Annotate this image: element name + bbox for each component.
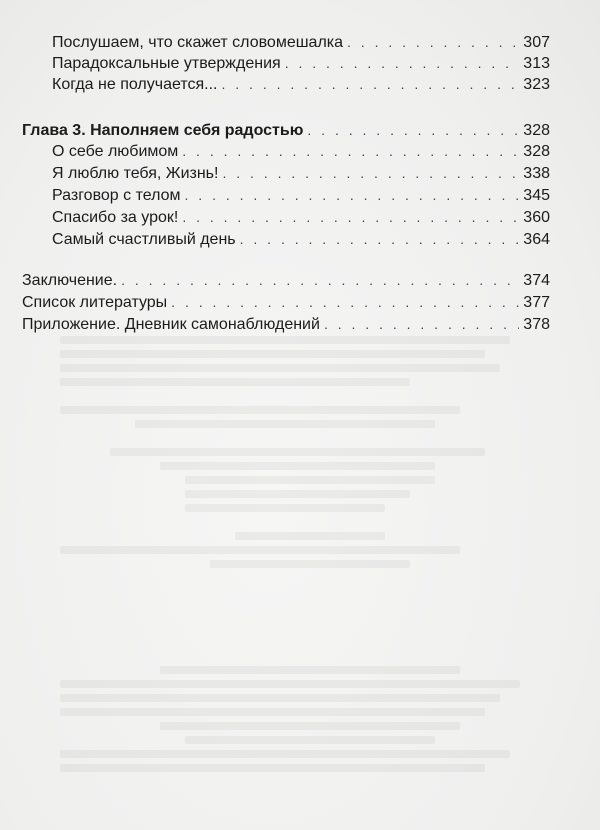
toc-page-number: 377: [523, 294, 550, 311]
leader-dots: [171, 292, 519, 312]
toc-entry-title: Самый счастливый день: [52, 231, 236, 248]
toc-entry: [52, 74, 550, 95]
toc-page-number: 338: [523, 165, 550, 182]
leader-dots: [185, 185, 520, 205]
toc-page-number: 307: [523, 34, 550, 51]
leader-dots: [121, 270, 519, 290]
toc-page-number: 328: [523, 122, 550, 139]
toc-entry: [22, 314, 550, 335]
toc-page-number: 374: [523, 272, 550, 289]
toc-entry: [52, 207, 550, 228]
leader-dots: [285, 53, 520, 73]
toc-entry: [52, 53, 550, 74]
leader-dots: [240, 229, 520, 249]
toc-entry: [52, 229, 550, 250]
toc-page-number: 328: [523, 143, 550, 160]
toc-entry-title: Приложение. Дневник самонаблюдений: [22, 316, 320, 333]
toc-entry-title: Парадоксальные утверждения: [52, 55, 281, 72]
toc-entry-title: О себе любимом: [52, 143, 179, 160]
toc-entry-title: Спасибо за урок!: [52, 209, 179, 226]
bleed-through-text-bottom: [60, 660, 560, 830]
leader-dots: [307, 120, 519, 140]
leader-dots: [347, 32, 519, 52]
leader-dots: [324, 314, 519, 334]
toc-entry: [22, 270, 550, 291]
toc-chapter-heading: [22, 120, 550, 141]
toc-page-number: 360: [523, 209, 550, 226]
toc-page-number: 313: [523, 55, 550, 72]
chapter-title: Глава 3. Наполняем себя радостью: [22, 122, 304, 139]
toc-page-number: 323: [523, 76, 550, 93]
toc-entry: [22, 292, 550, 313]
toc-page-number: 364: [523, 231, 550, 248]
bleed-through-text: [60, 330, 560, 630]
toc-entry: [52, 185, 550, 206]
toc-entry-title: Заключение.: [22, 272, 118, 289]
toc-page-number: 378: [523, 316, 550, 333]
leader-dots: [182, 207, 519, 227]
toc-entry-title: Разговор с телом: [52, 187, 181, 204]
toc-entry-title: Список литературы: [22, 294, 168, 311]
toc-entry: [52, 32, 550, 53]
toc-entry-title: Когда не получается...: [52, 76, 218, 93]
leader-dots: [222, 163, 519, 183]
toc-entry-title: Я люблю тебя, Жизнь!: [52, 165, 219, 182]
toc-page-number: 345: [523, 187, 550, 204]
toc-entry: [52, 163, 550, 184]
leader-dots: [222, 74, 520, 94]
toc-entry-title: Послушаем, что скажет словомешалка: [52, 34, 344, 51]
toc-entry: [52, 141, 550, 162]
leader-dots: [182, 141, 519, 161]
